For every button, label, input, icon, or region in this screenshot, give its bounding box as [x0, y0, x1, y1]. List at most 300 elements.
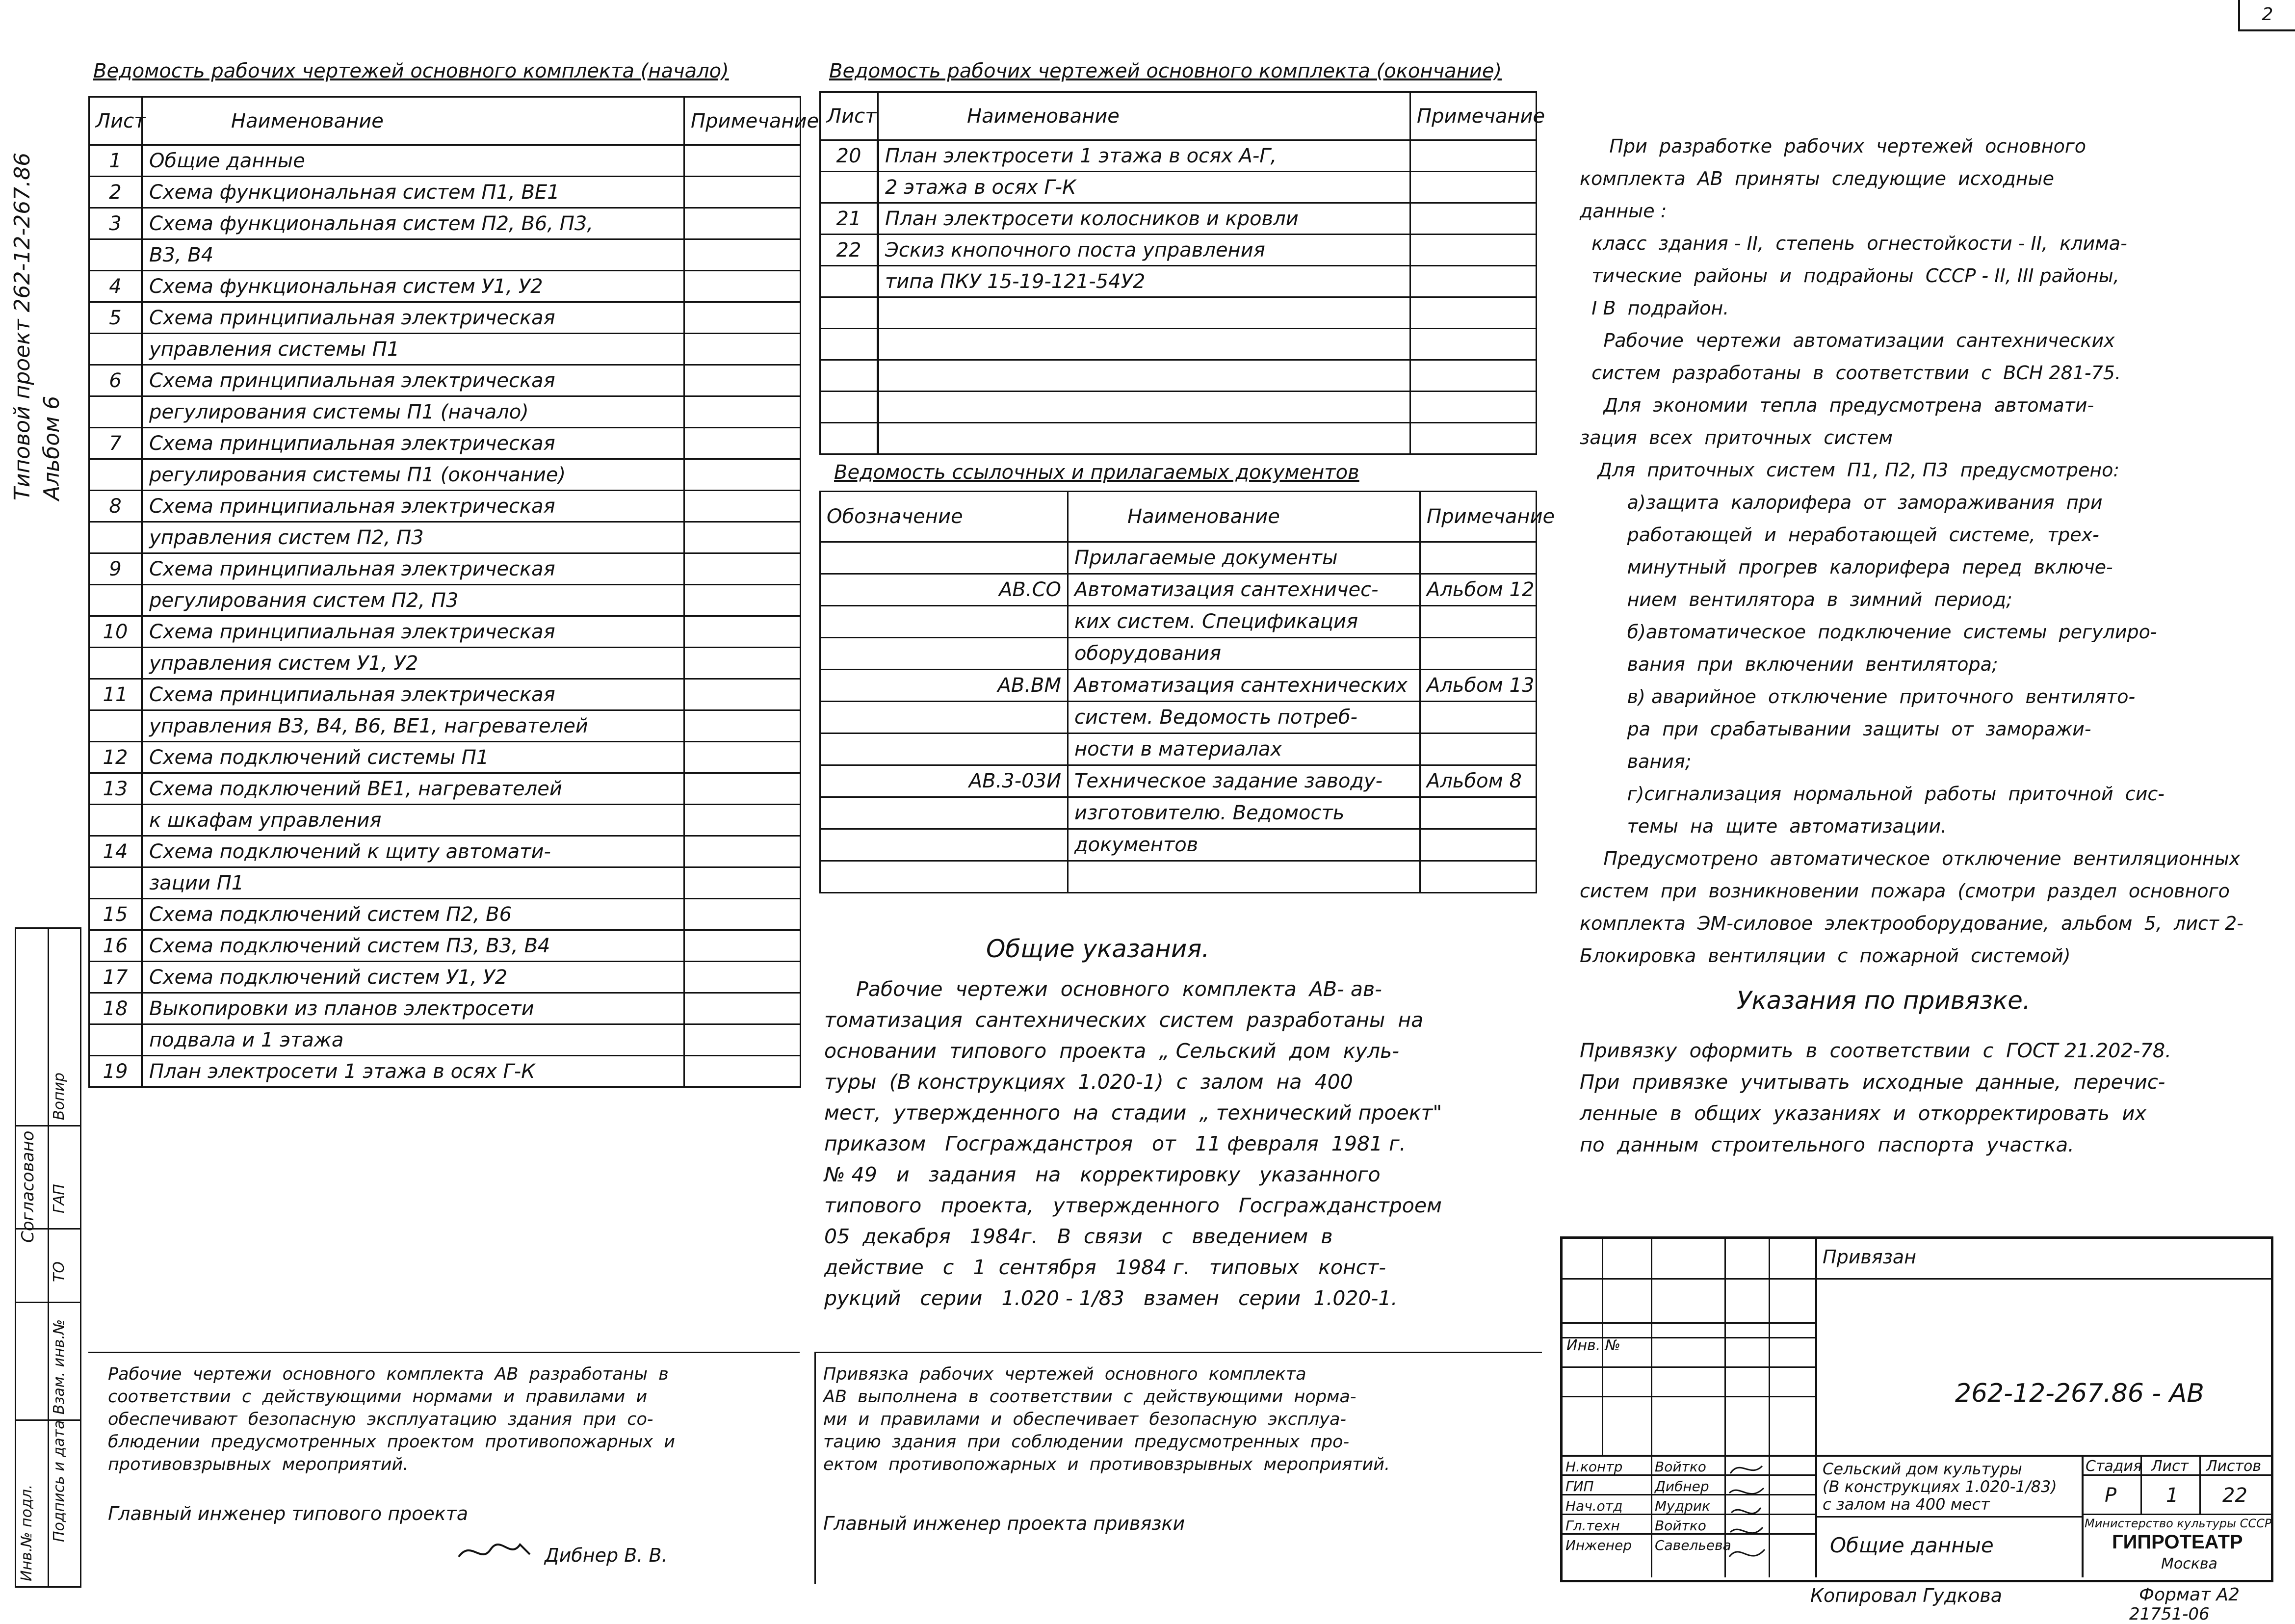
- sheet-number: 8: [89, 491, 142, 522]
- binding-text: [1580, 1035, 2171, 1161]
- table-row: [89, 679, 801, 710]
- stamp-to: ТО: [51, 1261, 68, 1282]
- general-line: типового проекта, утвержденного Госгражданстроем: [824, 1194, 1442, 1217]
- table-row: [820, 329, 1537, 360]
- ref-code: АВ.СО: [820, 574, 1068, 606]
- table-row: [89, 239, 801, 271]
- signature-name-left: Дибнер В. В.: [545, 1545, 668, 1566]
- sheet-note: [684, 428, 801, 459]
- ministry: Министерство культуры СССР: [2085, 1517, 2272, 1530]
- footnote-line: ми и правилами и обеспечивает безопасную эксплуа-: [823, 1410, 1347, 1429]
- sheet-name: [878, 392, 1410, 423]
- ref-code: [820, 861, 1068, 893]
- table-row: [89, 773, 801, 805]
- note-line: При разработке рабочих чертежей основного: [1580, 135, 2086, 157]
- sheet-note: [684, 899, 801, 930]
- role-row: [1563, 1518, 1815, 1535]
- note-line: Для экономии тепла предусмотрена автомати-: [1580, 394, 2094, 416]
- binding-heading: Указания по привязке.: [1737, 986, 2031, 1015]
- table-row: [89, 585, 801, 616]
- sheet-name: Схема принципиальная электрическая: [142, 365, 684, 396]
- sheet-note: [1410, 360, 1537, 392]
- note-line: Рабочие чертежи автоматизации сантехнических: [1580, 330, 2115, 351]
- stamp-vopir: Вопир: [51, 1072, 68, 1120]
- ref-code: [820, 797, 1068, 829]
- sheet-number: [89, 710, 142, 742]
- ref-note: [1420, 638, 1537, 670]
- general-line: приказом Госгражданстроя от 11 февраля 1981 г.: [824, 1132, 1406, 1155]
- sheet-name: План электросети 1 этажа в осях А-Г,: [878, 140, 1410, 172]
- sheet-name: Схема подключений к щиту автомати-: [142, 836, 684, 867]
- sheet-number: [89, 585, 142, 616]
- role-row: [1563, 1537, 1815, 1555]
- sheet-number: [89, 648, 142, 679]
- sheets-value: 22: [2222, 1484, 2247, 1507]
- table-row: [820, 360, 1537, 392]
- general-line: рукций серии 1.020 - 1/83 взамен серии 1.020-1.: [824, 1286, 1398, 1310]
- ref-code: АВ.3-03И: [820, 765, 1068, 797]
- footnote-line: соответствии с действующими нормами и правилами и: [108, 1387, 648, 1407]
- stage-value: Р: [2105, 1484, 2117, 1507]
- ref-note: Альбом 12: [1420, 574, 1537, 606]
- stage-label: Стадия: [2086, 1458, 2142, 1475]
- table-row: [89, 177, 801, 208]
- note-line: Предусмотрено автоматическое отключение вентиляционных: [1580, 848, 2241, 869]
- sheet-note: [1410, 172, 1537, 203]
- table-row: [820, 574, 1537, 606]
- sheet-note: [684, 302, 801, 334]
- sheet-note: [684, 177, 801, 208]
- sheet-number: [89, 334, 142, 365]
- table-row: [89, 553, 801, 585]
- general-heading: Общие указания.: [986, 935, 1210, 963]
- note-line: Для приточных систем П1, П2, П3 предусмотрено:: [1580, 459, 2120, 481]
- role-row: [1563, 1498, 1815, 1516]
- sheet-name: регулирования системы П1 (начало): [142, 396, 684, 428]
- table-row: [89, 899, 801, 930]
- role-title: Инженер: [1565, 1537, 1632, 1553]
- sheet-number: [820, 172, 878, 203]
- archive-number: 21751-06: [2129, 1604, 2210, 1624]
- sheet-note: [684, 585, 801, 616]
- header-note: Примечание: [684, 97, 801, 145]
- ref-note: [1420, 733, 1537, 765]
- sheet-note: [684, 396, 801, 428]
- table-row: [89, 522, 801, 553]
- side-stamp-project: Типовой проект 262-12-267.86: [10, 152, 35, 500]
- sheet-name: управления системы П1: [142, 334, 684, 365]
- general-line: № 49 и задания на корректировку указанного: [824, 1163, 1381, 1186]
- copied-by: Копировал Гудкова: [1810, 1585, 2003, 1606]
- table-row: [89, 1056, 801, 1087]
- sheet-number: 7: [89, 428, 142, 459]
- signature-title-mid: Главный инженер проекта привязки: [823, 1513, 1185, 1534]
- sheet-name: Схема принципиальная электрическая: [142, 553, 684, 585]
- sheet-name: управления систем У1, У2: [142, 648, 684, 679]
- sheet-note: [1410, 203, 1537, 235]
- sheet-value: 1: [2166, 1484, 2179, 1507]
- table-row: [820, 861, 1537, 893]
- note-line: ра при срабатывании защиты от заморажи-: [1580, 718, 2091, 740]
- left-stamp: [15, 927, 81, 1588]
- footnote-left-box: [88, 1352, 800, 1584]
- sheet-name: Общие данные: [142, 145, 684, 177]
- note-line: б)автоматическое подключение системы регулиро-: [1580, 621, 2157, 643]
- sheet-number: [89, 396, 142, 428]
- table-row: [89, 962, 801, 993]
- note-line: комплекта ЭМ-силовое электрооборудование, альбом 5, лист 2-: [1580, 913, 2244, 934]
- sheet-number: [89, 239, 142, 271]
- drawings-end-table: [819, 91, 1545, 455]
- note-line: зация всех приточных систем: [1580, 427, 1893, 448]
- ref-name: Прилагаемые документы: [1068, 542, 1420, 574]
- sheet-name: к шкафам управления: [142, 805, 684, 836]
- sheet-note: [684, 365, 801, 396]
- project-line-3: с залом на 400 мест: [1823, 1495, 1990, 1514]
- footnote-line: ектом противопожарных и противовзрывных мероприятий.: [823, 1455, 1390, 1474]
- sheet-name: Схема функциональная систем П1, ВЕ1: [142, 177, 684, 208]
- note-line: в) аварийное отключение приточного вентилято-: [1580, 686, 2136, 707]
- title-inv-no: Инв. №: [1566, 1337, 1621, 1354]
- note-line: данные :: [1580, 200, 1667, 222]
- general-line: томатизация сантехнических систем разработаны на: [824, 1008, 1424, 1032]
- signatures-icon: [1725, 1459, 1768, 1572]
- sheet-name: План электросети 1 этажа в осях Г-К: [142, 1056, 684, 1087]
- sheet-name: зации П1: [142, 867, 684, 899]
- note-line: класс здания - II, степень огнестойкости - II, клима-: [1580, 233, 2127, 254]
- header-note: Примечание: [1410, 92, 1537, 140]
- stamp-orig-inv: Инв.№ подл.: [18, 1484, 35, 1581]
- footnote-mid-text: [823, 1363, 1390, 1476]
- sheet-note: [684, 553, 801, 585]
- sheet-name: Схема подключений ВЕ1, нагревателей: [142, 773, 684, 805]
- sheet-note: [684, 867, 801, 899]
- general-line: туры (В конструкциях 1.020-1) с залом на 400: [824, 1070, 1353, 1094]
- general-text: [824, 974, 1442, 1314]
- ref-code: [820, 733, 1068, 765]
- sheet-number: 5: [89, 302, 142, 334]
- role-person: Войтко: [1655, 1459, 1706, 1475]
- drawings-end-title: Ведомость рабочих чертежей основного комплекта (окончание): [829, 60, 1502, 82]
- header-name: Наименование: [1068, 492, 1420, 542]
- table-row: [820, 829, 1537, 861]
- sheet-name: Схема принципиальная электрическая: [142, 428, 684, 459]
- sheet-number: 1: [89, 145, 142, 177]
- role-person: Савельева: [1655, 1537, 1731, 1553]
- sheet-number: [89, 805, 142, 836]
- table-row: [820, 670, 1537, 702]
- sheet-name: [878, 329, 1410, 360]
- title-block: [1560, 1236, 2273, 1582]
- table-row: [820, 235, 1537, 266]
- project-line-2: (В конструкциях 1.020-1/83): [1823, 1477, 2057, 1496]
- table-row: [820, 203, 1537, 235]
- general-line: мест, утвержденного на стадии „ технический проект": [824, 1101, 1442, 1125]
- sheet-note: [684, 836, 801, 867]
- drawings-table-title: Ведомость рабочих чертежей основного комплекта (начало): [93, 60, 729, 82]
- sheet-note: [684, 145, 801, 177]
- general-line: Рабочие чертежи основного комплекта АВ- ав-: [824, 977, 1382, 1001]
- header-sheet: Лист: [820, 92, 878, 140]
- sheet-number: 19: [89, 1056, 142, 1087]
- table-row: [89, 867, 801, 899]
- sheet-number: 16: [89, 930, 142, 962]
- sheet-name: Схема функциональная систем У1, У2: [142, 271, 684, 302]
- sheet-name: Схема подключений систем У1, У2: [142, 962, 684, 993]
- table-header-row: [820, 92, 1537, 140]
- project-line-1: Сельский дом культуры: [1823, 1460, 2022, 1478]
- sheet-note: [684, 271, 801, 302]
- binding-line: При привязке учитывать исходные данные, перечис-: [1580, 1071, 2165, 1094]
- sheet-number: 13: [89, 773, 142, 805]
- table-row: [89, 491, 801, 522]
- role-title: Нач.отд: [1565, 1498, 1623, 1514]
- note-line: г)сигнализация нормальной работы приточной сис-: [1580, 783, 2165, 805]
- ref-name: ких систем. Спецификация: [1068, 606, 1420, 638]
- note-line: а)защита калорифера от замораживания при: [1580, 492, 2103, 513]
- ref-name: [1068, 861, 1420, 893]
- table-row: [820, 140, 1537, 172]
- format: Формат А2: [2139, 1585, 2240, 1605]
- note-line: темы на щите автоматизации.: [1580, 815, 1947, 837]
- note-line: тические районы и подрайоны СССР - II, III районы,: [1580, 265, 2119, 287]
- footnote-line: обеспечивают безопасную эксплуатацию здания при со-: [108, 1410, 653, 1429]
- ref-code: [820, 606, 1068, 638]
- sheet-note: [1410, 423, 1537, 454]
- sheet-number: 14: [89, 836, 142, 867]
- sheet-name: Схема подключений систем П2, В6: [142, 899, 684, 930]
- role-row: [1563, 1478, 1815, 1496]
- sheet-note: [1410, 235, 1537, 266]
- ref-note: Альбом 8: [1420, 765, 1537, 797]
- header-sheet: Лист: [89, 97, 142, 145]
- sheet-name: План электросети колосников и кровли: [878, 203, 1410, 235]
- ref-name: оборудования: [1068, 638, 1420, 670]
- sheet-note: [1410, 392, 1537, 423]
- sheet-note: [684, 616, 801, 648]
- sheet-name: Выкопировки из планов электросети: [142, 993, 684, 1024]
- refs-table-title: Ведомость ссылочных и прилагаемых документов: [834, 461, 1359, 484]
- footnote-line: Рабочие чертежи основного комплекта АВ разработаны в: [108, 1364, 669, 1384]
- sheet-note: [684, 742, 801, 773]
- sheet-name: типа ПКУ 15-19-121-54У2: [878, 266, 1410, 297]
- sheet-number: 20: [820, 140, 878, 172]
- sheet-note: [684, 679, 801, 710]
- table-row: [820, 638, 1537, 670]
- sheet-number: [820, 360, 878, 392]
- sheet-note: [684, 522, 801, 553]
- table-row: [89, 648, 801, 679]
- ref-code: АВ.ВМ: [820, 670, 1068, 702]
- sheet-name: Схема принципиальная электрическая: [142, 491, 684, 522]
- note-line: минутный прогрев калорифера перед включе-: [1580, 556, 2113, 578]
- ref-note: [1420, 861, 1537, 893]
- signature-title-left: Главный инженер типового проекта: [108, 1503, 469, 1524]
- table-row: [820, 765, 1537, 797]
- table-row: [820, 297, 1537, 329]
- sheet-note: [684, 930, 801, 962]
- note-line: вания;: [1580, 751, 1692, 772]
- table-row: [820, 542, 1537, 574]
- sheet-number: [820, 423, 878, 454]
- sheet-note: [684, 710, 801, 742]
- table-row: [820, 172, 1537, 203]
- sheet-number: [820, 329, 878, 360]
- side-stamp-album: Альбом 6: [39, 395, 64, 500]
- footnote-line: блюдении предусмотренных проектом противопожарных и: [108, 1432, 675, 1452]
- sheet-name: Схема функциональная систем П2, В6, П3,: [142, 208, 684, 239]
- header-code: Обозначение: [820, 492, 1068, 542]
- sheet-name: 2 этажа в осях Г-К: [878, 172, 1410, 203]
- role-title: Н.контр: [1565, 1459, 1623, 1475]
- sheet-note: [684, 334, 801, 365]
- table-row: [89, 334, 801, 365]
- sheet-note: [684, 1056, 801, 1087]
- sheet-number: [820, 392, 878, 423]
- sheet-name: [878, 297, 1410, 329]
- ref-name: изготовителю. Ведомость: [1068, 797, 1420, 829]
- table-row: [89, 396, 801, 428]
- ref-note: Альбом 13: [1420, 670, 1537, 702]
- table-row: [820, 702, 1537, 733]
- ref-name: Техническое задание заводу-: [1068, 765, 1420, 797]
- sheet-name: подвала и 1 этажа: [142, 1024, 684, 1056]
- table-row: [89, 1024, 801, 1056]
- sheet-number: 17: [89, 962, 142, 993]
- sheet-note: [684, 1024, 801, 1056]
- table-row: [89, 271, 801, 302]
- role-title: Гл.техн: [1565, 1518, 1620, 1534]
- sheet-note: [684, 993, 801, 1024]
- sheet-name: Схема принципиальная электрическая: [142, 616, 684, 648]
- title-bound: Привязан: [1823, 1246, 1916, 1268]
- right-notes: [1580, 130, 2243, 972]
- table-row: [89, 459, 801, 491]
- ref-name: систем. Ведомость потреб-: [1068, 702, 1420, 733]
- sheet-name: управления систем П2, П3: [142, 522, 684, 553]
- sheet-name: [878, 423, 1410, 454]
- table-header-row: [89, 97, 801, 145]
- sheet-note: [684, 805, 801, 836]
- note-line: систем разработаны в соответствии с ВСН 281-75.: [1580, 362, 2121, 384]
- ref-code: [820, 638, 1068, 670]
- sheet-name: Схема принципиальная электрическая: [142, 302, 684, 334]
- sheet-name: Эскиз кнопочного поста управления: [878, 235, 1410, 266]
- ref-name: Автоматизация сантехничес-: [1068, 574, 1420, 606]
- sheet-note: [1410, 329, 1537, 360]
- org-city: Москва: [2161, 1555, 2217, 1572]
- note-line: Блокировка вентиляции с пожарной системой): [1580, 945, 2071, 967]
- role-person: Войтко: [1655, 1518, 1706, 1534]
- sheet-number: [89, 867, 142, 899]
- sheet-number: 21: [820, 203, 878, 235]
- sheet-number: 12: [89, 742, 142, 773]
- note-line: вания при включении вентилятора;: [1580, 654, 1998, 675]
- sheet-note: [1410, 266, 1537, 297]
- ref-name: документов: [1068, 829, 1420, 861]
- sheet-name: регулирования систем П2, П3: [142, 585, 684, 616]
- header-name: Наименование: [878, 92, 1410, 140]
- footnote-line: тацию здания при соблюдении предусмотренных про-: [823, 1432, 1350, 1452]
- footnote-line: Привязка рабочих чертежей основного комплекта: [823, 1364, 1306, 1384]
- stamp-agreed: Согласовано: [18, 1130, 38, 1243]
- page-number: 2: [2238, 0, 2295, 31]
- footnote-line: АВ выполнена в соответствии с действующими норма-: [823, 1387, 1356, 1407]
- binding-line: по данным строительного паспорта участка.: [1580, 1134, 2074, 1156]
- role-title: ГИП: [1565, 1478, 1594, 1494]
- ref-name: Автоматизация сантехнических: [1068, 670, 1420, 702]
- ref-code: [820, 542, 1068, 574]
- table-row: [89, 145, 801, 177]
- sheet-number: [89, 522, 142, 553]
- stamp-sign-date: Подпись и дата: [51, 1420, 68, 1542]
- sheet-number: 9: [89, 553, 142, 585]
- ref-note: [1420, 606, 1537, 638]
- general-line: основании типового проекта „ Сельский дом куль-: [824, 1039, 1400, 1063]
- sheet-name: В3, В4: [142, 239, 684, 271]
- footnote-line: противовзрывных мероприятий.: [108, 1455, 409, 1474]
- ref-name: ности в материалах: [1068, 733, 1420, 765]
- table-row: [89, 993, 801, 1024]
- sheet-number: 2: [89, 177, 142, 208]
- table-row: [820, 733, 1537, 765]
- note-line: систем при возникновении пожара (смотри раздел основного: [1580, 880, 2230, 902]
- role-person: Мудрик: [1655, 1498, 1710, 1514]
- table-row: [89, 302, 801, 334]
- stamp-gap: ГАП: [51, 1184, 68, 1213]
- ref-note: [1420, 797, 1537, 829]
- table-row: [89, 742, 801, 773]
- ref-note: [1420, 542, 1537, 574]
- drawings-table: [88, 96, 819, 1088]
- sheet-number: 18: [89, 993, 142, 1024]
- sheet-number: 15: [89, 899, 142, 930]
- refs-table: [819, 491, 1555, 893]
- ref-code: [820, 702, 1068, 733]
- header-name: Наименование: [142, 97, 684, 145]
- table-row: [89, 616, 801, 648]
- table-row: [820, 392, 1537, 423]
- header-note: Примечание: [1420, 492, 1537, 542]
- sheet-number: 3: [89, 208, 142, 239]
- table-row: [89, 805, 801, 836]
- table-row: [820, 423, 1537, 454]
- table-row: [89, 365, 801, 396]
- sheet-number: [89, 1024, 142, 1056]
- role-person: Дибнер: [1655, 1478, 1709, 1494]
- sheet-number: 11: [89, 679, 142, 710]
- ref-note: [1420, 829, 1537, 861]
- sheet-number: 6: [89, 365, 142, 396]
- sheet-note: [684, 962, 801, 993]
- sheet-number: [89, 459, 142, 491]
- note-line: I В подрайон.: [1580, 297, 1729, 319]
- role-row: [1563, 1459, 1815, 1476]
- sheet-note: [684, 648, 801, 679]
- sheet-note: [684, 491, 801, 522]
- signature-scribble-icon: [456, 1535, 535, 1569]
- footnote-mid-box: [814, 1352, 1542, 1584]
- table-row: [89, 208, 801, 239]
- table-row: [820, 797, 1537, 829]
- sheet-note: [684, 459, 801, 491]
- sheet-note: [684, 239, 801, 271]
- note-line: комплекта АВ приняты следующие исходные: [1580, 168, 2054, 189]
- table-row: [89, 836, 801, 867]
- ref-note: [1420, 702, 1537, 733]
- table-row: [89, 428, 801, 459]
- sheet-note: [1410, 297, 1537, 329]
